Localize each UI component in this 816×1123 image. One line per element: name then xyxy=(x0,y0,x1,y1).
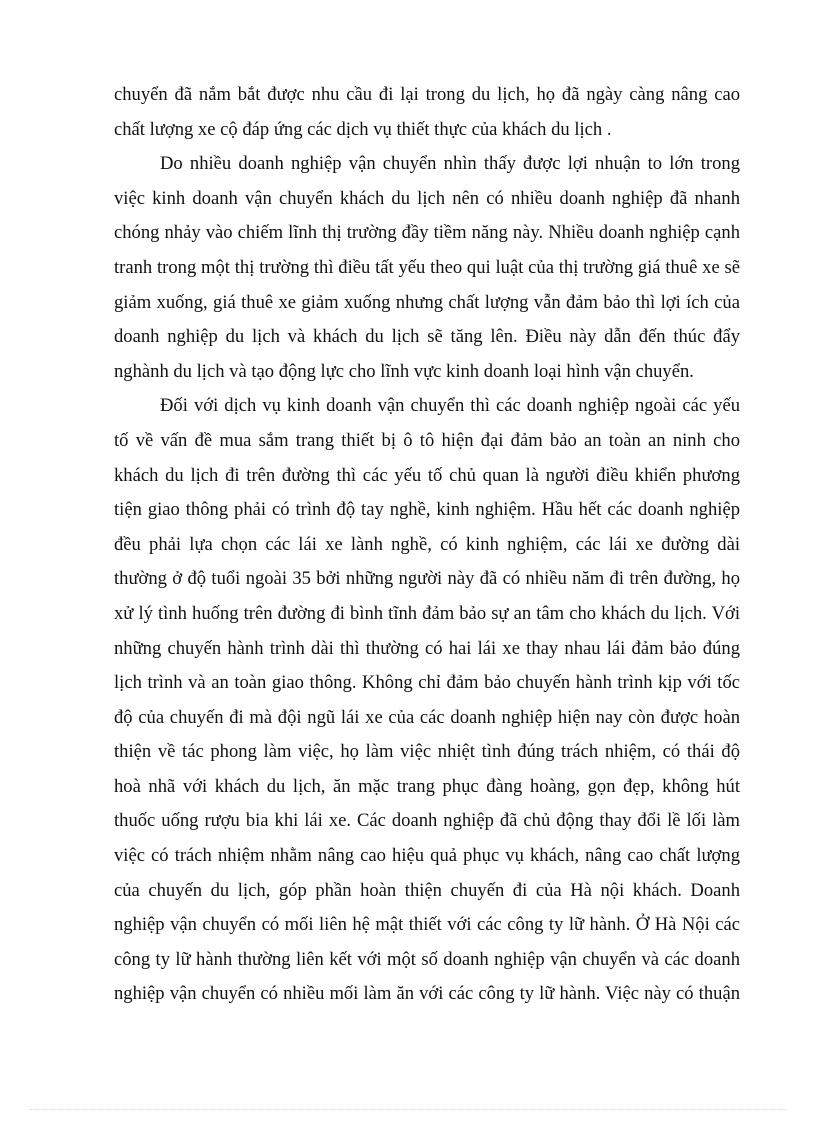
text-line: nghiệp vận chuyển có mối liên hệ mật thiết với các công ty lữ hành. Ở Hà Nội các xyxy=(114,914,740,936)
text-line: độ của chuyến đi mà đội ngũ lái xe của các doanh nghiệp hiện nay còn được hoàn xyxy=(114,706,740,728)
body-text xyxy=(114,78,740,1012)
page-bottom-divider xyxy=(30,1109,786,1110)
paragraph xyxy=(114,147,740,389)
text-line: tiện giao thông phải có trình độ tay nghề, kinh nghiệm. Hầu hết các doanh nghiệp xyxy=(114,499,740,521)
text-line: những chuyến hành trình dài thì thường có hai lái xe thay nhau lái đảm bảo đúng xyxy=(114,637,740,659)
text-line: giảm xuống, giá thuê xe giảm xuống nhưng chất lượng vẫn đảm bảo thì lợi ích của xyxy=(114,291,740,313)
text-line: doanh nghiệp du lịch và khách du lịch sẽ tăng lên. Điều này dẫn đến thúc đẩy xyxy=(114,326,740,348)
text-line: chất lượng xe cộ đáp ứng các dịch vụ thiết thực của khách du lịch . xyxy=(114,118,612,140)
paragraph xyxy=(114,389,740,1012)
text-line: Đối với dịch vụ kinh doanh vận chuyển thì các doanh nghiệp ngoài các yếu xyxy=(160,395,740,417)
text-line: khách du lịch đi trên đường thì các yếu tố chủ quan là người điều khiển phương xyxy=(114,464,740,486)
text-line: xử lý tình huống trên đường đi bình tĩnh đảm bảo sự an tâm cho khách du lịch. Với xyxy=(114,602,740,624)
text-line: thiện về tác phong làm việc, họ làm việc nhiệt tình đúng trách nhiệm, có thái độ xyxy=(114,741,740,763)
text-line: việc kinh doanh vận chuyển khách du lịch nên có nhiều doanh nghiệp đã nhanh xyxy=(114,187,740,209)
text-line: tranh trong một thị trường thì điều tất yếu theo qui luật của thị trường giá thuê xe sẽ xyxy=(114,256,740,278)
text-line: Do nhiều doanh nghiệp vận chuyển nhìn thấy được lợi nhuận to lớn trong xyxy=(160,153,740,175)
text-line: nghành du lịch và tạo động lực cho lĩnh vực kinh doanh loại hình vận chuyển. xyxy=(114,360,694,382)
text-line: công ty lữ hành thường liên kết với một số doanh nghiệp vận chuyển và các doanh xyxy=(114,948,740,970)
text-line: hoà nhã với khách du lịch, ăn mặc trang phục đàng hoàng, gọn đẹp, không hút xyxy=(114,775,740,797)
text-line: chuyển đã nắm bắt được nhu cầu đi lại trong du lịch, họ đã ngày càng nâng cao xyxy=(114,84,740,105)
text-line: của chuyến du lịch, góp phần hoàn thiện chuyến đi của Hà nội khách. Doanh xyxy=(114,879,740,901)
text-line: thường ở độ tuổi ngoài 35 bởi những người này đã có nhiều năm đi trên đường, họ xyxy=(114,568,740,590)
text-line: việc có trách nhiệm nhằm nâng cao hiệu quả phục vụ khách, nâng cao chất lượng xyxy=(114,845,740,867)
paragraph xyxy=(114,78,740,147)
text-line: nghiệp vận chuyển có nhiều mối làm ăn với các công ty lữ hành. Việc này có thuận xyxy=(114,983,740,1005)
text-line: lịch trình và an toàn giao thông. Không chỉ đảm bảo chuyến hành trình kịp với tốc xyxy=(114,672,740,694)
text-line: tố về vấn đề mua sắm trang thiết bị ô tô hiện đại đảm bảo an toàn an ninh cho xyxy=(114,429,740,451)
text-line: chóng nhảy vào chiếm lĩnh thị trường đầy tiềm năng này. Nhiều doanh nghiệp cạnh xyxy=(114,222,740,244)
text-line: thuốc uống rượu bia khi lái xe. Các doanh nghiệp đã chủ động thay đổi lề lối làm xyxy=(114,810,740,832)
text-line: đều phải lựa chọn các lái xe lành nghề, có kinh nghiệm, các lái xe đường dài xyxy=(114,533,740,555)
